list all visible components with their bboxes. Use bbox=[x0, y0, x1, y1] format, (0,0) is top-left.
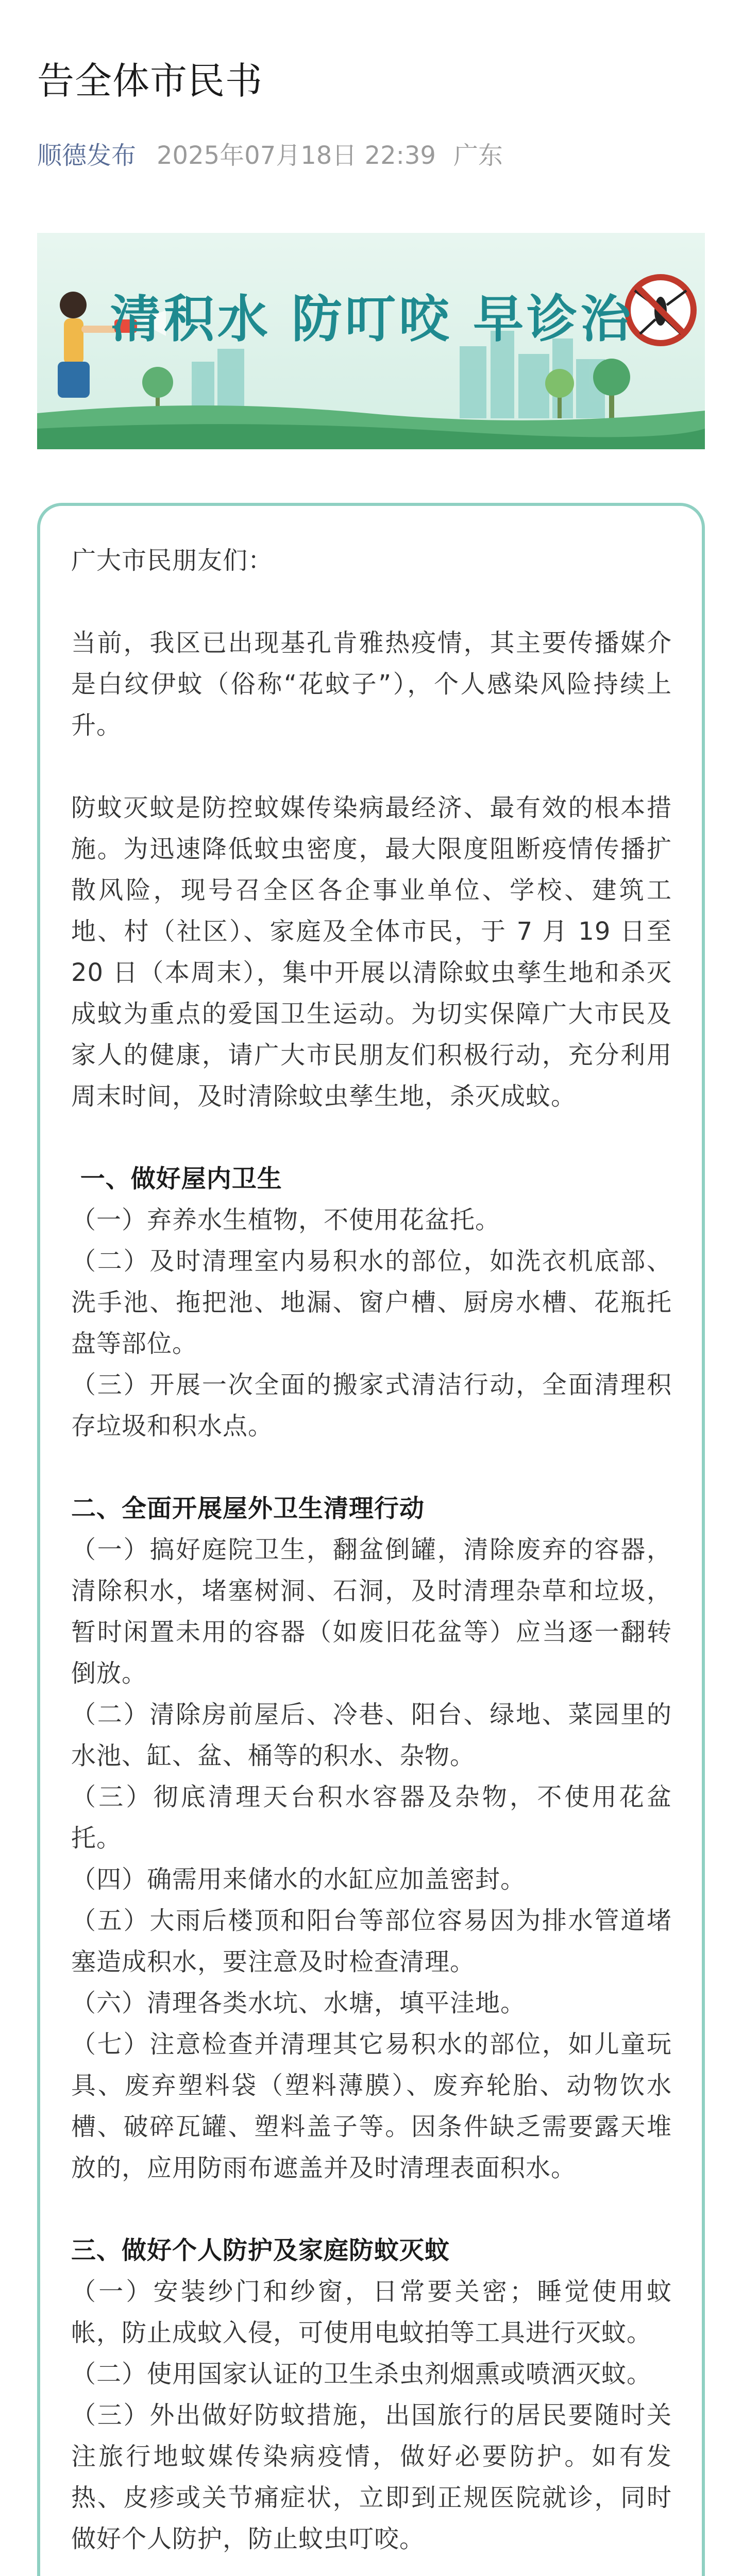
section-item: （四）确需用来储水的水缸应加盖密封。 bbox=[71, 1865, 526, 1894]
paragraph-spacer bbox=[71, 1447, 672, 1488]
letter-body bbox=[71, 540, 681, 2576]
paragraph-spacer bbox=[71, 746, 672, 787]
section-item: （三）彻底清理天台积水容器及杂物，不使用花盆托。 bbox=[71, 1783, 672, 1853]
section-item: （一）安装纱门和纱窗，日常要关密；睡觉使用蚊帐，防止成蚊入侵，可使用电蚊拍等工具进行灭蚊。 bbox=[71, 2277, 672, 2347]
section-item: （三）开展一次全面的搬家式清洁行动，全面清理积存垃圾和积水点。 bbox=[71, 1370, 672, 1440]
letter-greeting: 广大市民朋友们： bbox=[71, 546, 274, 575]
article-meta bbox=[37, 140, 707, 171]
section-item: （六）清理各类水坑、水塘，填平洼地。 bbox=[71, 1989, 526, 2018]
section-item: （三）外出做好防蚊措施，出国旅行的居民要随时关注旅行地蚊媒传染病疫情，做好必要防护。如有发热、皮疹或关节痛症状，立即到正规医院就诊，同时做好个人防护，防止蚊虫叮咬。 bbox=[71, 2401, 672, 2553]
section-heading: 一、做好屋内卫生 bbox=[71, 1164, 282, 1193]
section-item: （二）清除房前屋后、冷巷、阳台、绿地、菜园里的水池、缸、盆、桶等的积水、杂物。 bbox=[71, 1700, 672, 1770]
section-item: （七）注意检查并清理其它易积水的部位，如儿童玩具、废弃塑料袋（塑料薄膜）、废弃轮胎、动物饮水槽、破碎瓦罐、塑料盖子等。因条件缺乏需要露天堆放的，应用防雨布遮盖并及时清理表面积水。 bbox=[71, 2030, 672, 2182]
article-title: 告全体市民书 bbox=[37, 59, 263, 103]
section-heading: 三、做好个人防护及家庭防蚊灭蚊 bbox=[71, 2236, 450, 2265]
letter-paragraph: 防蚊灭蚊是防控蚊媒传染病最经济、最有效的根本措施。为迅速降低蚊虫密度，最大限度阻断疫情传播扩散风险，现号召全区各企事业单位、学校、建筑工地、村（社区）、家庭及全体市民，于 7 月 19 日至 20 日（本周末），集中开展以清除蚊虫孳生地和杀灭成蚊为重点的爱国卫生运动。为切实保障广大市民及家人的健康，请广大市民朋友们积极行动，充分利用周末时间，及时清除蚊虫孳生地，杀灭成蚊。 bbox=[71, 793, 681, 1111]
section-item: （一）搞好庭院卫生，翻盆倒罐，清除废弃的容器，清除积水，堵塞树洞、石洞，及时清理杂草和垃圾，暂时闲置未用的容器（如废旧花盆等）应当逐一翻转倒放。 bbox=[71, 1535, 672, 1688]
section-item: （二）及时清理室内易积水的部位，如洗衣机底部、洗手池、拖把池、地漏、窗户槽、厨房水槽、花瓶托盘等部位。 bbox=[71, 1247, 672, 1358]
section-item: （五）大雨后楼顶和阳台等部位容易因为排水管道堵塞造成积水，要注意及时检查清理。 bbox=[71, 1906, 672, 1976]
section-item: （二）使用国家认证的卫生杀虫剂烟熏或喷洒灭蚊。 bbox=[71, 2360, 652, 2388]
author-link[interactable]: 顺德发布 bbox=[37, 141, 137, 170]
letter-card bbox=[37, 503, 705, 2576]
letter-paragraph: 当前，我区已出现基孔肯雅热疫情，其主要传播媒介是白纹伊蚊（俗称“花蚊子”），个人感染风险持续上升。 bbox=[71, 629, 672, 740]
section-heading: 二、全面开展屋外卫生清理行动 bbox=[71, 1494, 425, 1523]
publish-date: 2025年07月18日 22:39 bbox=[157, 141, 436, 170]
paragraph-spacer bbox=[71, 1117, 672, 1158]
paragraph-spacer bbox=[71, 2560, 672, 2576]
banner-title: 清积水 防叮咬 早诊治 bbox=[110, 290, 634, 349]
section-item: （一）弃养水生植物，不使用花盆托。 bbox=[71, 1206, 501, 1234]
paragraph-spacer bbox=[71, 581, 672, 622]
paragraph-spacer bbox=[71, 2189, 672, 2230]
campaign-banner bbox=[37, 233, 705, 449]
publish-location: 广东 bbox=[453, 141, 503, 170]
